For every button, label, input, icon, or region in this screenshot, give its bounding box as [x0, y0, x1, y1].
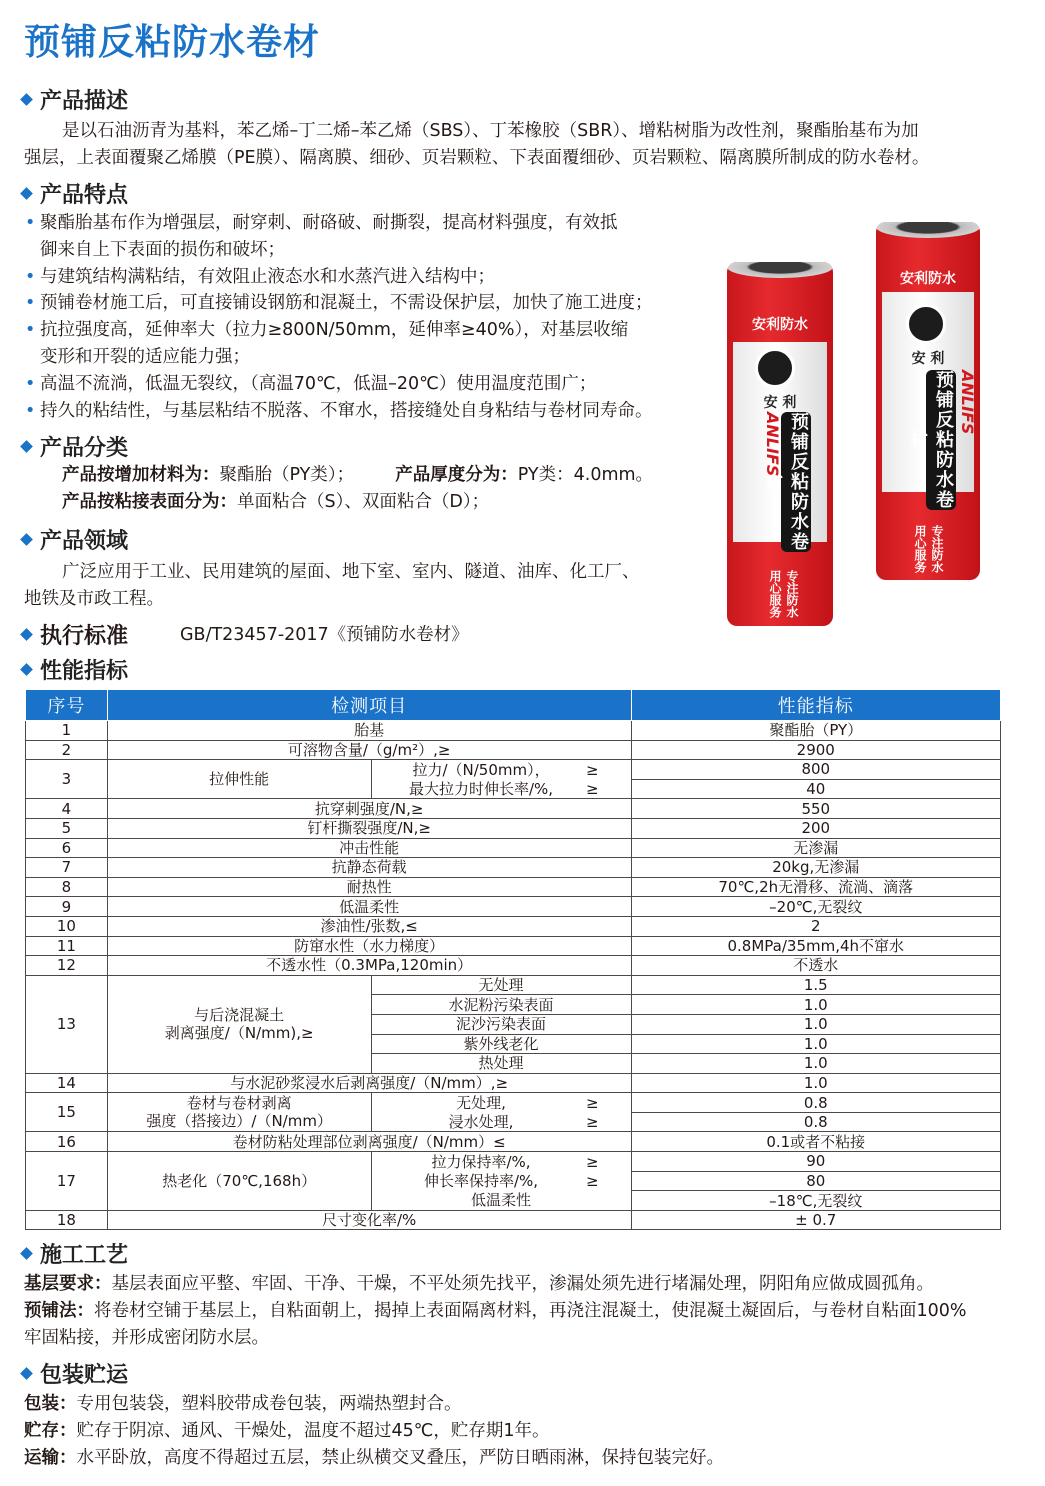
list-item: • 预铺卷材施工后，可直接铺设钢筋和混凝土，不需设保护层，加快了施工进度； — [24, 290, 684, 317]
page-title: 预铺反粘防水卷材 — [24, 22, 321, 63]
table-row: 热处理 1.0 — [26, 1054, 1001, 1074]
diamond-bullet-icon — [20, 1247, 33, 1260]
diamond-bullet-icon — [20, 628, 33, 641]
table-row: 水泥粉污染表面 1.0 — [26, 995, 1001, 1015]
brand-logo-icon — [755, 348, 795, 388]
table-row: 最大拉力时伸长率/%, ≥ 40 — [26, 779, 1001, 799]
table-row: 2 可溶物含量/（g/m²）,≥ 2900 — [26, 740, 1001, 760]
features-list — [24, 210, 684, 424]
section-heading-standard: 执行标准 — [22, 619, 128, 650]
table-row: 浸水处理, ≥ 0.8 — [26, 1112, 1001, 1132]
table-row: 5 钉杆撕裂强度/N,≥ 200 — [26, 818, 1001, 838]
list-item: • 持久的粘结性，与基层粘结不脱落、不窜水，搭接缝处自身粘结与卷材同寿命。 — [24, 398, 684, 425]
header-value: 性能指标 — [631, 690, 1000, 721]
product-roll-image-right: 安利防水 安 利 预铺反粘防水卷材 ANLIFS 专注防水 用心服务 — [876, 222, 980, 580]
table-row: 1 胎基 聚酯胎（PY） — [26, 721, 1001, 741]
section-heading-process: 施工工艺 — [22, 1238, 128, 1269]
section-heading-classification: 产品分类 — [22, 431, 128, 462]
table-row: 15 卷材与卷材剥离 强度（搭接边）/（N/mm） 无处理, ≥ 0.8 — [26, 1093, 1001, 1113]
diamond-bullet-icon — [20, 187, 33, 200]
diamond-bullet-icon — [20, 1367, 33, 1380]
diamond-bullet-icon — [20, 663, 33, 676]
section-heading-packaging: 包装贮运 — [22, 1358, 128, 1389]
section-heading-features: 产品特点 — [22, 178, 128, 209]
table-header-row — [26, 690, 1001, 721]
list-item: • 与建筑结构满粘结，有效阻止液态水和水蒸汽进入结构中； — [24, 264, 684, 291]
table-row: 9 低温柔性 –20℃,无裂纹 — [26, 897, 1001, 917]
table-row: 4 抗穿刺强度/N,≥ 550 — [26, 799, 1001, 819]
performance-table — [25, 689, 1001, 1230]
table-row: 18 尺寸变化率/% ± 0.7 — [26, 1210, 1001, 1230]
table-row: 7 抗静态荷载 20kg,无渗漏 — [26, 858, 1001, 878]
section-heading-performance: 性能指标 — [22, 654, 128, 685]
packaging-text: 包装：专用包装袋，塑料胶带成卷包装，两端热塑封合。 贮存：贮存于阴凉、通风、干燥处，温度不超过45℃，贮存期1年。 运输：水平卧放，高度不得超过五层，禁止纵横交叉叠压，严防日晒雨淋，保持包装完好。 — [24, 1394, 724, 1468]
diamond-bullet-icon — [20, 440, 33, 453]
table-row: 泥沙污染表面 1.0 — [26, 1014, 1001, 1034]
standard-value: GB/T23457-2017《预铺防水卷材》 — [180, 625, 469, 645]
table-row: 17 热老化（70℃,168h） 拉力保持率/%, ≥ 90 — [26, 1152, 1001, 1172]
description-text: 是以石油沥青为基料，苯乙烯–丁二烯–苯乙烯（SBS）、丁苯橡胶（SBR）、增粘树脂为改性剂，聚酯胎基布为加 强层，上表面覆聚乙烯膜（PE膜）、隔离膜、细砂、页岩颗粒、下表面覆细砂、页岩颗粒、隔离膜所制成的防水卷材。 — [24, 121, 930, 168]
table-row: 10 渗油性/张数,≤ 2 — [26, 916, 1001, 936]
header-no: 序号 — [26, 690, 108, 721]
table-row: 伸长率保持率/%, ≥ 80 — [26, 1171, 1001, 1191]
table-row: 11 防窜水性（水力梯度） 0.8MPa/35mm,4h不窜水 — [26, 936, 1001, 956]
diamond-bullet-icon — [20, 93, 33, 106]
table-row: 低温柔性 –18℃,无裂纹 — [26, 1191, 1001, 1211]
table-row: 13 与后浇混凝土 剥离强度/（N/mm),≥ 无处理 1.5 — [26, 975, 1001, 995]
classification-line-2: 产品按粘接表面分为：单面粘合（S）、双面粘合（D）； — [62, 492, 490, 512]
section-heading-description: 产品描述 — [22, 84, 128, 115]
field-text: 广泛应用于工业、民用建筑的屋面、地下室、室内、隧道、油库、化工厂、 地铁及市政工程。 — [24, 562, 640, 609]
section-heading-field: 产品领域 — [22, 524, 128, 555]
process-text: 基层要求：基层表面应平整、牢固、干净、干燥，不平处须先找平，渗漏处须先进行堵漏处理，阴阳角应做成圆孤角。 预铺法：将卷材空铺于基层上，自粘面朝上，揭掉上表面隔离材料，再浇注混凝土，使混凝土凝固后，与卷材自粘面100% 牢固粘接，并形成密闭防水层。 — [24, 1274, 967, 1348]
list-item: • 高温不流淌，低温无裂纹，（高温70℃，低温–20℃）使用温度范围广； — [24, 371, 684, 398]
table-row: 紫外线老化 1.0 — [26, 1034, 1001, 1054]
table-row: 12 不透水性（0.3MPa,120min） 不透水 — [26, 956, 1001, 976]
table-row: 3 拉伸性能 拉力/（N/50mm）， ≥ 800 — [26, 760, 1001, 780]
list-item: • 抗拉强度高，延伸率大（拉力≥800N/50mm，延伸率≥40%），对基层收缩 变形和开裂的适应能力强； — [24, 317, 684, 371]
list-item: • 聚酯胎基布作为增强层，耐穿刺、耐硌破、耐撕裂，提高材料强度，有效抵 御来自上下表面的损伤和破坏； — [24, 210, 684, 264]
table-row: 6 冲击性能 无渗漏 — [26, 838, 1001, 858]
product-roll-image-left: 安利防水 安 利 预铺反粘防水卷材 ANLIFS 专注防水 用心服务 — [727, 262, 833, 626]
diamond-bullet-icon — [20, 533, 33, 546]
table-row: 16 卷材防粘处理部位剥离强度/（N/mm）≤ 0.1或者不粘接 — [26, 1132, 1001, 1152]
brand-logo-icon — [906, 304, 946, 344]
classification-line-1: 产品按增加材料为：聚酯胎（PY类）； 产品厚度分为：PY类：4.0mm。 — [62, 465, 654, 485]
header-item: 检测项目 — [107, 690, 631, 721]
table-row: 8 耐热性 70℃,2h无滑移、流淌、滴落 — [26, 877, 1001, 897]
table-row: 14 与水泥砂浆浸水后剥离强度/（N/mm）,≥ 1.0 — [26, 1073, 1001, 1093]
